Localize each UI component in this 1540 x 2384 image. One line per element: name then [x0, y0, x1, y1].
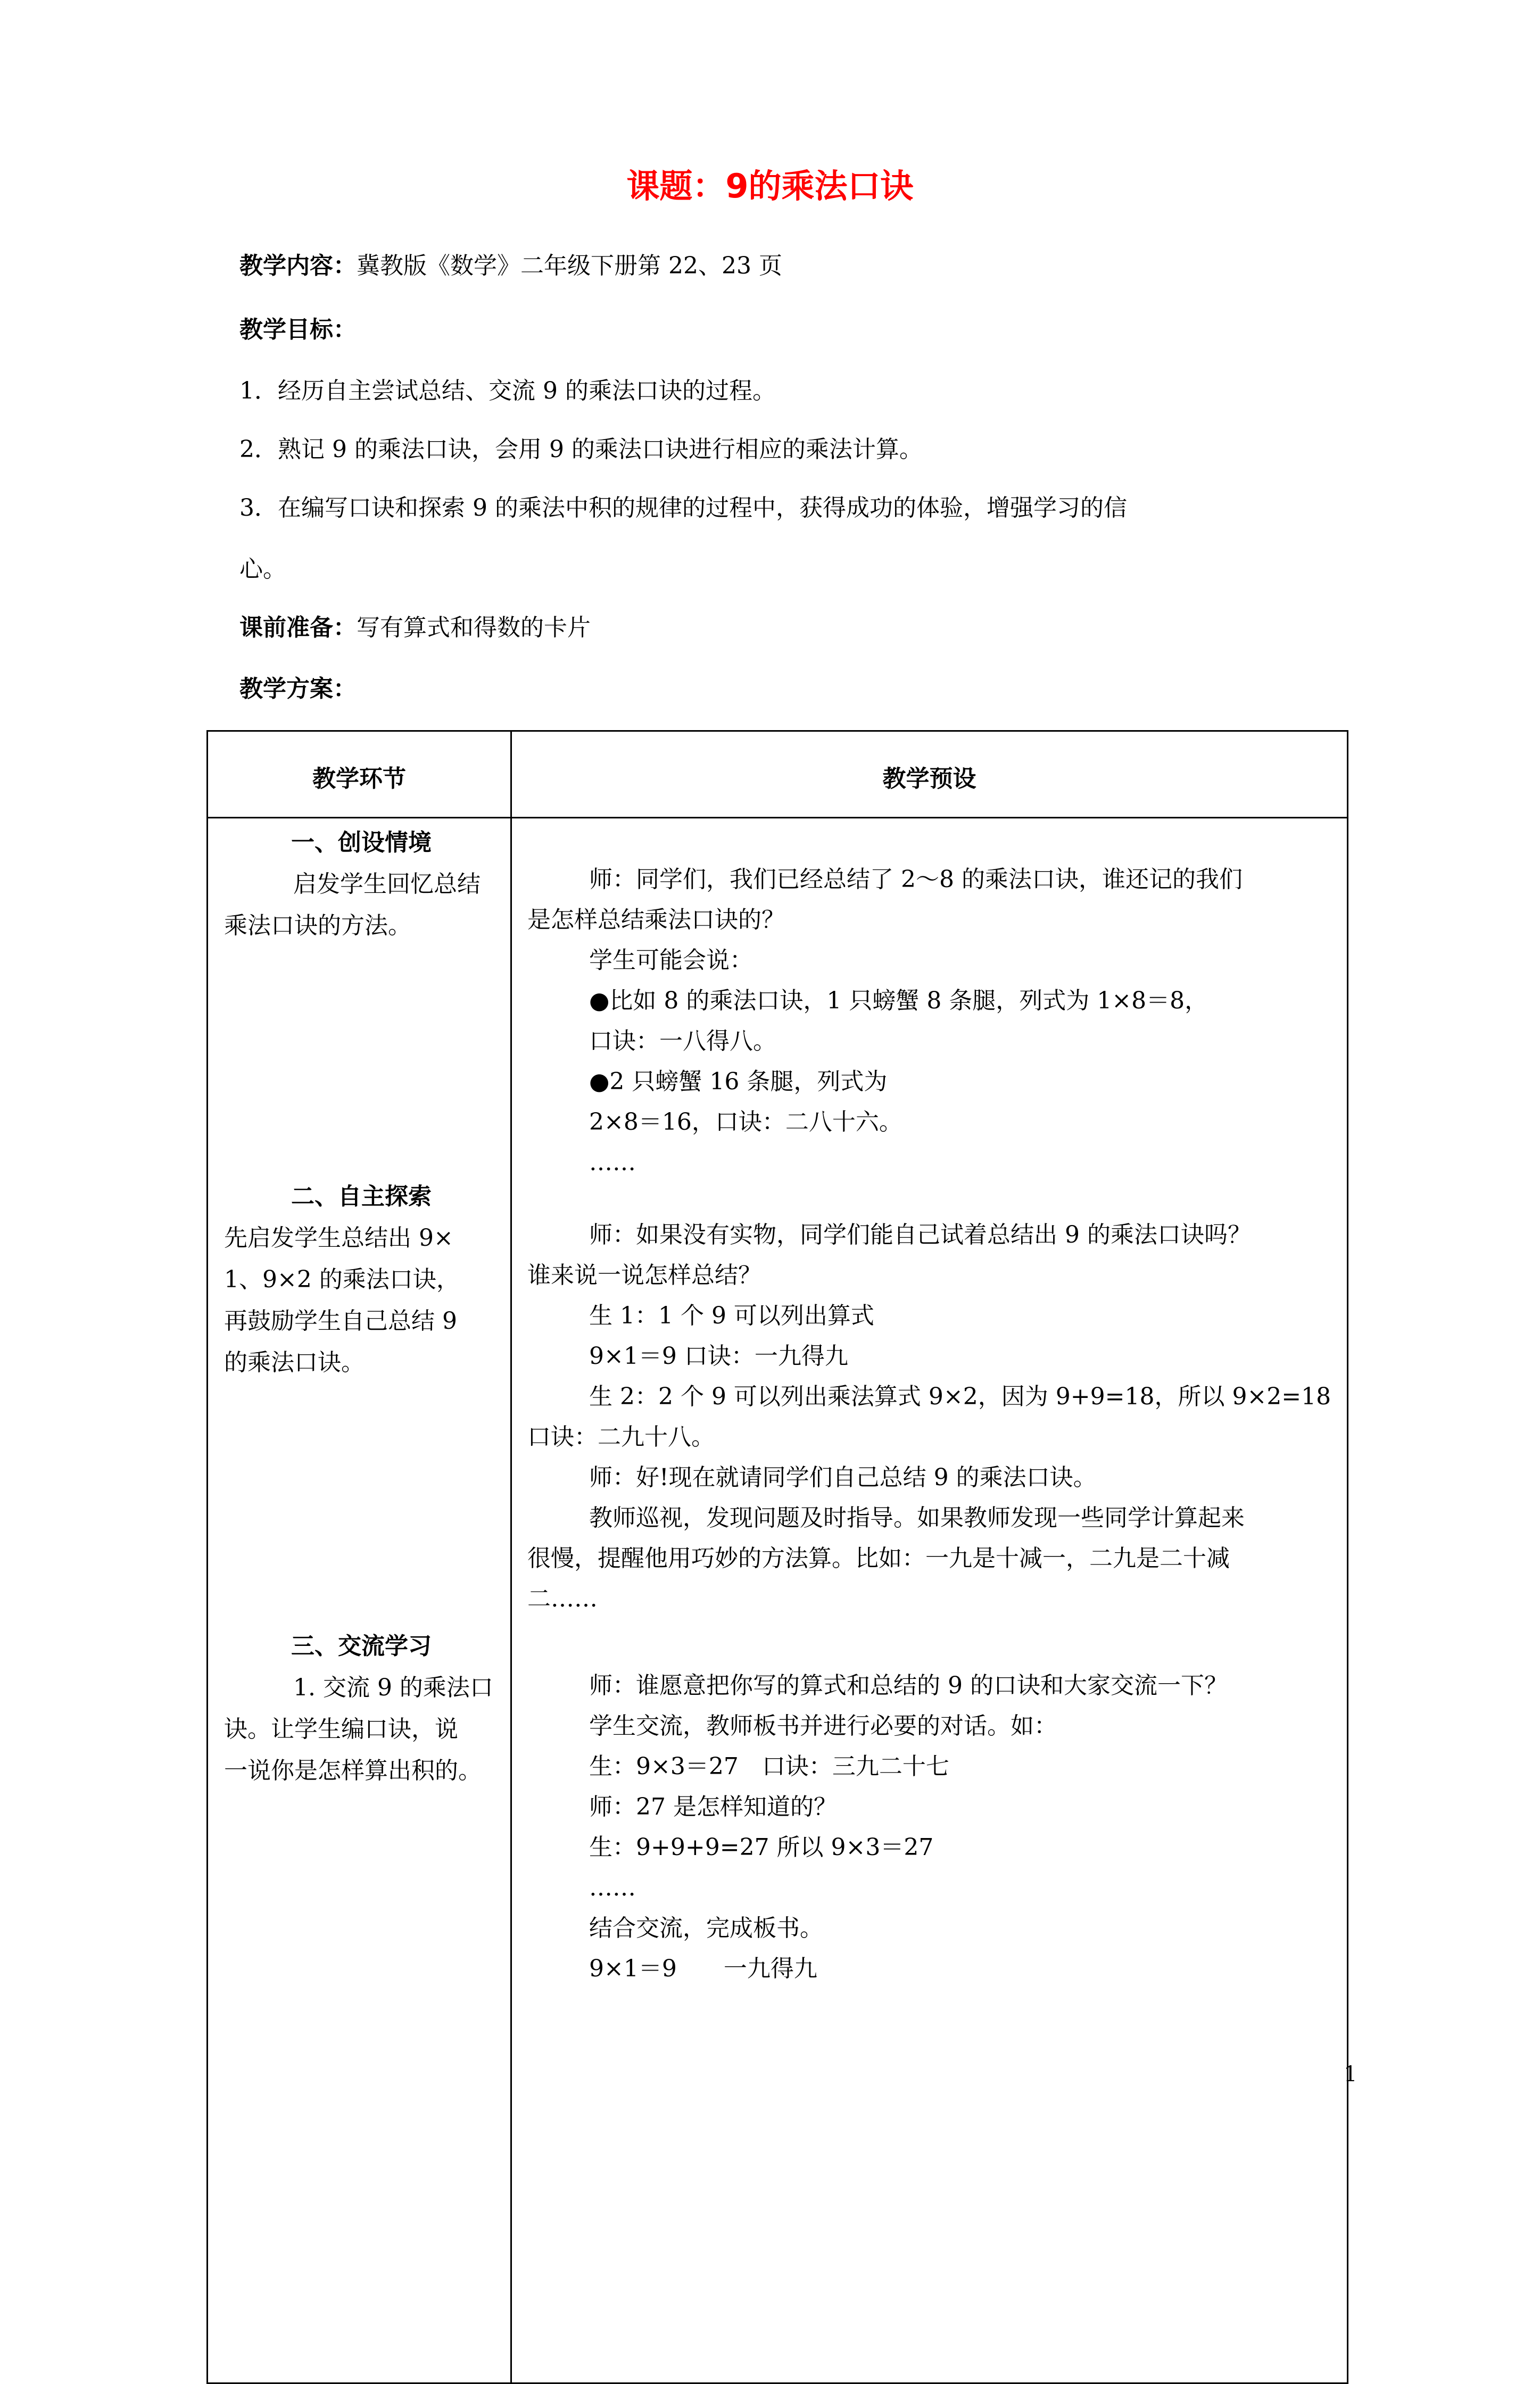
section-1-line: ●比如 8 的乘法口诀，1 只螃蟹 8 条腿，列式为 1×8＝8， [589, 987, 1208, 1014]
section-3-line: 师：谁愿意把你写的算式和总结的 9 的口诀和大家交流一下？ [589, 1672, 1228, 1699]
section-3-desc: 诀。让学生编口诀，说 [224, 1716, 458, 1743]
teaching-content [239, 250, 782, 282]
section-3-line: 生：9×3＝27 口诀：三九二十七 [589, 1753, 949, 1780]
section-1-line: 师：同学们，我们已经总结了 2～8 的乘法口诀，谁还记的我们 [589, 866, 1243, 893]
section-2-line: 二…… [527, 1585, 598, 1612]
section-1-desc: 乘法口诀的方法。 [224, 912, 411, 939]
section-1-line: 口诀：一八得八。 [589, 1028, 776, 1055]
section-3-line: 学生交流，教师板书并进行必要的对话。如： [589, 1712, 1057, 1740]
header-design: 教学预设 [882, 765, 976, 792]
section-2-desc: 的乘法口诀。 [224, 1349, 365, 1376]
column-divider [510, 732, 512, 2382]
section-3-desc: 1. 交流 9 的乘法口 [293, 1674, 493, 1701]
lesson-plan-table [206, 730, 1348, 2384]
section-1-line: …… [589, 1149, 636, 1176]
header-divider [208, 817, 1347, 818]
section-2-line: 师：如果没有实物，同学们能自己试着总结出 9 的乘法口诀吗？ [589, 1221, 1251, 1248]
section-2-desc: 再鼓励学生自己总结 9 [224, 1307, 457, 1335]
section-3-left [224, 1626, 501, 1792]
section-3-line: …… [589, 1874, 636, 1901]
section-1-right [527, 859, 1336, 1183]
goal-3: 3．在编写口诀和探索 9 的乘法中积的规律的过程中，获得成功的体验，增强学习的信 [239, 494, 1127, 522]
section-2-line: 教师巡视，发现问题及时指导。如果教师发现一些同学计算起来 [589, 1504, 1245, 1532]
section-3-line: 生：9+9+9=27 所以 9×3＝27 [589, 1834, 934, 1861]
section-3-heading: 三、交流学习 [291, 1633, 432, 1660]
section-2-line: 9×1＝9 口诀：一九得九 [589, 1343, 848, 1370]
section-2-heading: 二、自主探索 [291, 1183, 432, 1210]
section-2-line: 谁来说一说怎样总结？ [527, 1262, 761, 1289]
section-2-right [527, 1215, 1336, 1619]
section-3-desc: 一说你是怎样算出积的。 [224, 1757, 482, 1784]
plan-label: 教学方案： [239, 675, 357, 702]
section-3-right [527, 1666, 1336, 1989]
section-2-line: 口诀：二九十八。 [527, 1423, 715, 1451]
goal-1: 1．经历自主尝试总结、交流 9 的乘法口诀的过程。 [239, 377, 776, 404]
page-number: 1 [1344, 2062, 1357, 2087]
prep-text: 写有算式和得数的卡片 [357, 614, 591, 641]
section-3-line: 9×1＝9 一九得九 [589, 1955, 817, 1982]
section-1-heading: 一、创设情境 [291, 829, 432, 856]
section-2-line: 生 2：2 个 9 可以列出乘法算式 9×2，因为 9+9=18，所以 9×2=18 [589, 1383, 1331, 1410]
section-1-left [224, 822, 501, 947]
goals-label: 教学目标： [239, 316, 357, 343]
prep [239, 612, 591, 644]
section-1-line: 是怎样总结乘法口诀的？ [527, 906, 785, 933]
section-2-desc: 先启发学生总结出 9× [224, 1224, 453, 1252]
goal-2: 2．熟记 9 的乘法口诀，会用 9 的乘法口诀进行相应的乘法计算。 [239, 436, 923, 463]
section-2-line: 很慢，提醒他用巧妙的方法算。比如：一九是十减一，二九是二十减 [527, 1545, 1230, 1572]
section-3-line: 结合交流，完成板书。 [589, 1915, 823, 1942]
section-1-desc: 启发学生回忆总结 [293, 871, 481, 898]
section-2-line: 师：好!现在就请同学们自己总结 9 的乘法口诀。 [589, 1464, 1097, 1491]
header-stage: 教学环节 [312, 765, 406, 792]
content-label: 教学内容： [239, 252, 357, 279]
goal-3-cont: 心。 [239, 556, 286, 583]
section-2-line: 生 1：1 个 9 可以列出算式 [589, 1302, 874, 1329]
page-title: 课题：9的乘法口诀 [626, 167, 914, 205]
section-1-line: ●2 只螃蟹 16 条腿，列式为 [589, 1068, 888, 1095]
prep-label: 课前准备： [239, 614, 357, 641]
section-3-line: 师：27 是怎样知道的？ [589, 1793, 837, 1820]
section-1-line: 2×8＝16，口诀：二八十六。 [589, 1108, 903, 1136]
section-2-desc: 1、9×2 的乘法口诀， [224, 1266, 460, 1293]
section-1-line: 学生可能会说： [589, 947, 753, 974]
content-text: 冀教版《数学》二年级下册第 22、23 页 [357, 252, 782, 279]
section-2-left [224, 1176, 501, 1384]
